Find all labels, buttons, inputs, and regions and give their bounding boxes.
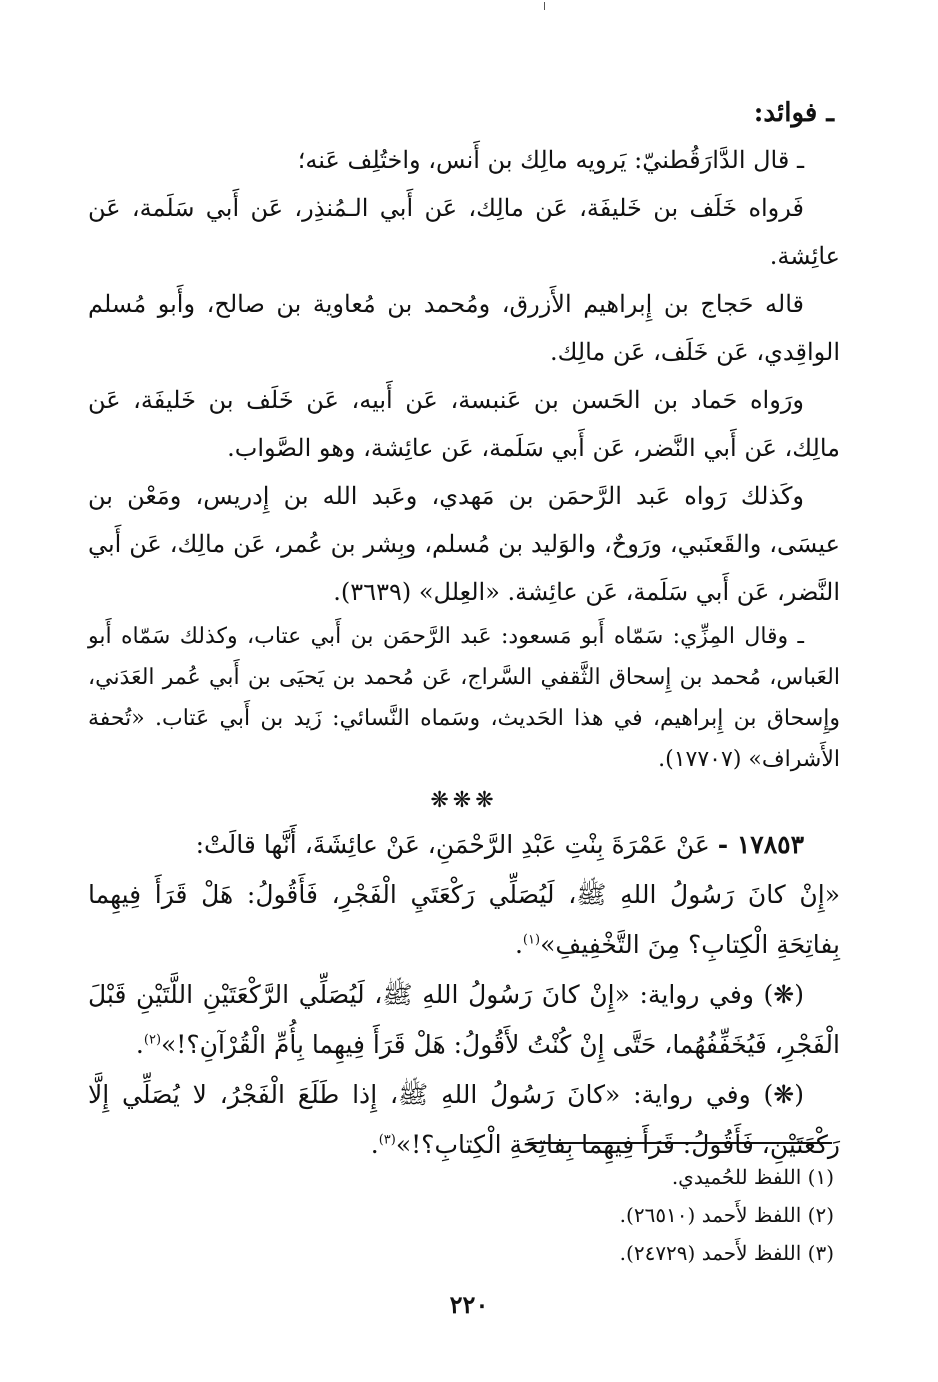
- hadith-text: «إِنْ كانَ رَسُولُ اللهِ ﷺ، لَيُصَلِّي رَكْعَتَيِ الْفَجْرِ، فَأَقُولُ: هَلْ قَرَأَ فِيهِما بِفاتِحَةِ الْكِتابِ؟ مِنَ التَّخْفِيفِ»$^{(١)}$.: [88, 880, 840, 959]
- narration-3-text: (❋) وفي رواية: «كانَ رَسُولُ اللهِ ﷺ، إِذا طَلَعَ الْفَجْرُ، لا يُصَلِّي إِلَّا رَكْعَتَيْنِ، فَأَقُولُ: قَرَأَ فِيهِما بِفاتِحَةِ الْكِتابِ؟!»: [88, 1080, 840, 1159]
- hadith-narration-2: (❋) وفي رواية: «إِنْ كانَ رَسُولُ اللهِ ﷺ، لَيُصَلِّي الرَّكْعَتَيْنِ اللَّتَيْنِ قَبْلَ الْفَجْرِ، فَيُخَفِّفُهُما، حَتَّى إِنْ كُنْتُ لأَقُولُ: هَلْ قَرَأَ فِيهِما بِأُمِّ الْقُرْآنِ؟!»$^{(٢)}$.: [88, 980, 840, 1059]
- hadith-intro: [88, 820, 840, 870]
- section-heading: ـ فوائد:: [753, 98, 834, 128]
- section-separator: ❋❋❋: [430, 788, 498, 813]
- paragraph-daraqutni: ـ قال الدَّارَقُطنيّ: يَرويه مالِك بن أَنس، واختُلِف عَنه؛: [297, 146, 804, 174]
- paragraph-khalaf-chain: فَرواه خَلَف بن خَليفَة، عَن مالِك، عَن أَبي الـمُنذِر، عَن أَبي سَلَمة، عَن عائِشة.: [88, 194, 840, 270]
- hadith-main-text: «إِنْ كانَ رَسُولُ اللهِ ﷺ، لَيُصَلِّي رَكْعَتَيِ الْفَجْرِ، فَأَقُولُ: هَلْ قَرَأَ فِيهِما بِفاتِحَةِ الْكِتابِ؟ مِنَ التَّخْفِيفِ»: [88, 880, 840, 959]
- paragraph-similar-narrations: وكَذلك رَواه عَبد الرَّحمَن بن مَهدي، وعَبد الله بن إِدريس، ومَعْن بن عيسَى، والقَعنَبي، ورَوحٌ، والوَليد بن مُسلم، وبِشر بن عُمر، عَن مالِك، عَن أَبي النَّضر، عَن أَبي سَلَمة، عَن عائِشة. «العِلل» (٣٦٣٩).: [88, 482, 840, 606]
- footnote-2: (٢) اللفظ لأَحمد (٢٦٥١٠).: [619, 1203, 834, 1227]
- hadith-narration-3: (❋) وفي رواية: «كانَ رَسُولُ اللهِ ﷺ، إِذا طَلَعَ الْفَجْرُ، لا يُصَلِّي إِلَّا رَكْعَتَيْنِ، فَأَقُولُ: قَرَأَ فِيهِما بِفاتِحَةِ الْكِتابِ؟!»$^{(٣)}$.: [88, 1080, 840, 1159]
- paragraph-mizzi: ـ وقال المِزِّي: سَمّاه أَبو مَسعود: عَبد الرَّحمَن بن أَبي عتاب، وكذلك سَمّاه أَبو العَباس، مُحمد بن إِسحاق الثَّقفي السَّراج، عَن مُحمد بن يَحيَى بن أَبي عُمر العَدَني، وإِسحاق بن إِبراهيم، في هذا الحَديث، وسَماه النَّسائي: زَيد بن أَبي عَتاب. «تُحفة الأَشراف» (١٧٧٠٧).: [88, 624, 840, 772]
- footnote-ref-2: (٢): [143, 1032, 162, 1048]
- page-number: ٢٢٠: [449, 1290, 489, 1319]
- narration-2-text: (❋) وفي رواية: «إِنْ كانَ رَسُولُ اللهِ ﷺ، لَيُصَلِّي الرَّكْعَتَيْنِ اللَّتَيْنِ قَبْلَ الْفَجْرِ، فَيُخَفِّفُهُما، حَتَّى إِنْ كُنْتُ لأَقُولُ: هَلْ قَرَأَ فِيهِما بِأُمِّ الْقُرْآنِ؟!»: [88, 980, 840, 1059]
- footnote-divider: [528, 1142, 832, 1144]
- top-margin-mark: [544, 2, 545, 10]
- footnote-1: (١) اللفظ للحُميدي.: [671, 1165, 834, 1189]
- footnotes: [94, 1158, 834, 1272]
- footnote-3: (٣) اللفظ لأَحمد (٢٤٧٢٩).: [619, 1241, 834, 1265]
- hadith-intro-text: عَنْ عَمْرَةَ بِنْتِ عَبْدِ الرَّحْمَنِ، عَنْ عائِشَةَ، أَنَّها قالَتْ:: [195, 830, 710, 859]
- hadith-number: ١٧٨٥٣ -: [717, 830, 804, 859]
- footnote-ref-3: (٣): [378, 1132, 396, 1148]
- page-body: [88, 90, 840, 1170]
- paragraph-narrators: قاله حَجاج بن إِبراهيم الأَزرق، ومُحمد بن مُعاوية بن صالح، وأَبو مُسلم الواقِدي، عَن خَلَف، عَن مالِك.: [88, 290, 840, 366]
- footnote-ref-1: (١): [522, 932, 541, 948]
- paragraph-hammad: ورَواه حَماد بن الحَسن بن عَنبسة، عَن أَبيه، عَن خَلَف بن خَليفَة، عَن مالِك، عَن أَبي النَّضر، عَن أَبي سَلَمة، عَن عائِشة، وهو الصَّواب.: [88, 386, 840, 462]
